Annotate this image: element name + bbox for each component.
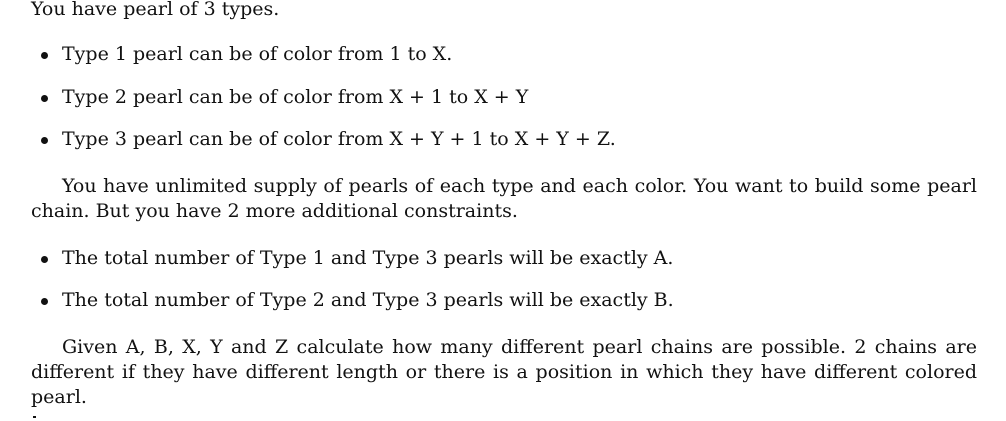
- pearl-type-item-1: [62, 42, 452, 66]
- constraint-item-1: [62, 246, 673, 270]
- task-paragraph: Given A, B, X, Y and Z calculate how many different pearl chains are possible. 2 chains are different if they have different length or there is a position in which they have different colored pearl.: [31, 336, 977, 408]
- pearl-type-item-3: [62, 127, 616, 151]
- pearl-type-item-2: [62, 85, 528, 109]
- bullet-icon: [41, 137, 48, 144]
- intro-line: You have pearl of 3 types.: [31, 0, 280, 20]
- supply-paragraph: You have unlimited supply of pearls of each type and each color. You want to build some pearl chain. But you have 2 more additional constraints.: [31, 175, 977, 222]
- constraint-text: The total number of Type 2 and Type 3 pearls will be exactly B.: [62, 289, 674, 311]
- bullet-icon: [41, 52, 48, 59]
- bullet-icon: [41, 95, 48, 102]
- pearl-type-text: Type 2 pearl can be of color from X + 1 to X + Y: [62, 86, 529, 108]
- cut-off-text-mark: [33, 416, 36, 418]
- pearl-type-text: Type 1 pearl can be of color from 1 to X.: [62, 43, 453, 65]
- bullet-icon: [41, 256, 48, 263]
- constraint-item-2: [62, 288, 674, 312]
- bullet-icon: [41, 298, 48, 305]
- constraint-text: The total number of Type 1 and Type 3 pearls will be exactly A.: [62, 247, 674, 269]
- pearl-type-text: Type 3 pearl can be of color from X + Y + 1 to X + Y + Z.: [62, 128, 616, 150]
